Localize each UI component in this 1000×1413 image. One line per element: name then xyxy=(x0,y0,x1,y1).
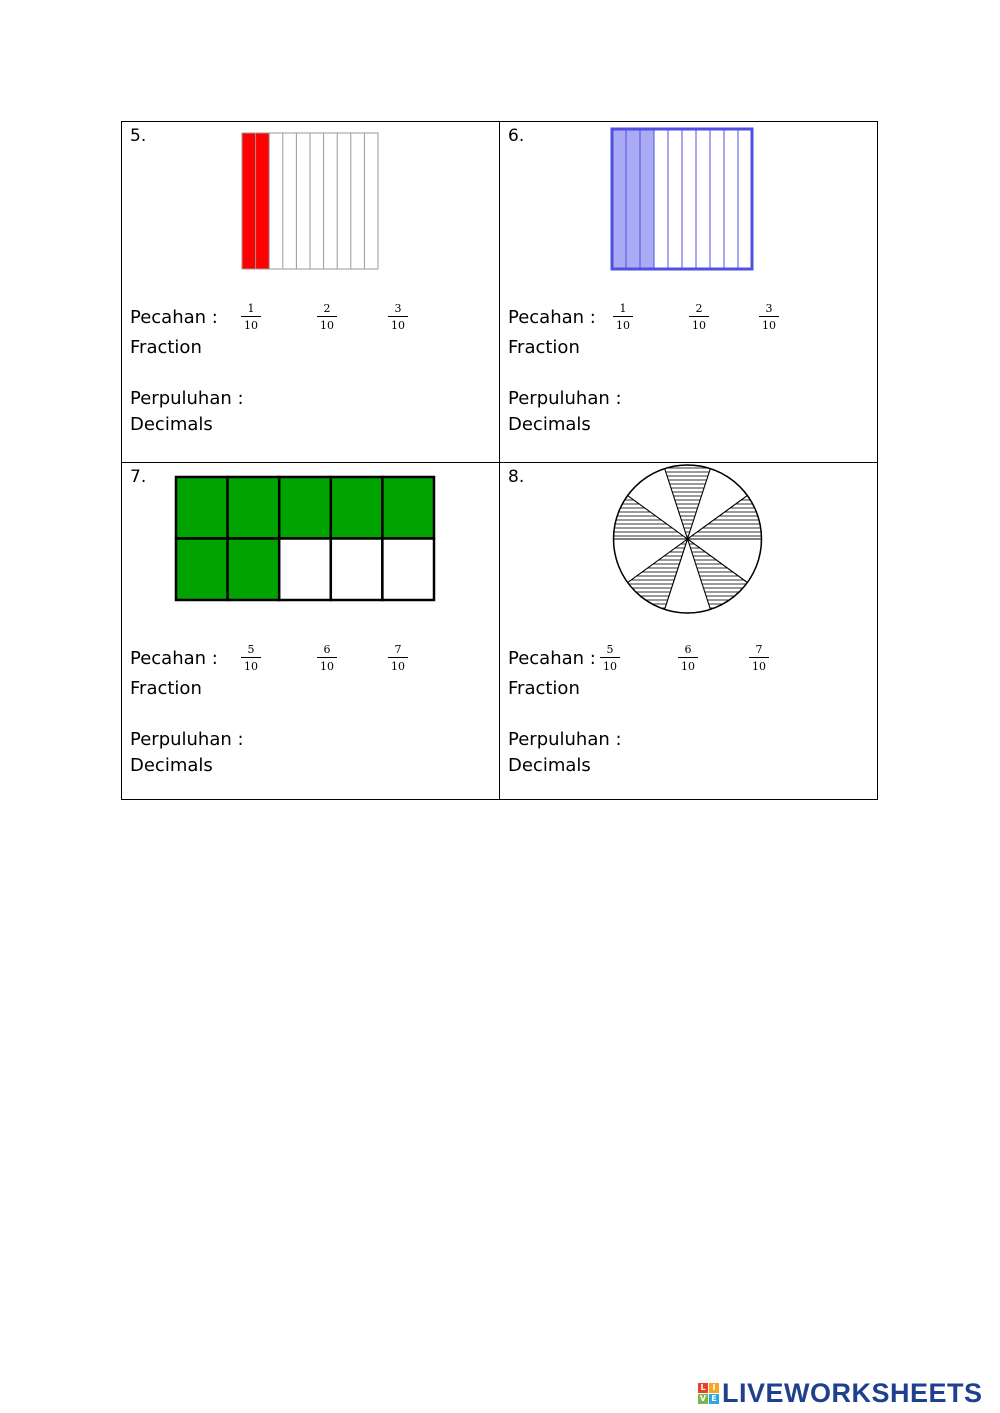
grid-cell xyxy=(279,477,331,539)
fraction-option-c[interactable]: $\frac{3}{10}$ xyxy=(759,302,779,332)
fraction-option-c[interactable]: $\frac{3}{10}$ xyxy=(388,302,408,332)
decimal-label-en: Decimals xyxy=(130,755,213,776)
grid-figure xyxy=(174,475,438,603)
fraction-option-a[interactable]: $\frac{5}{10}$ xyxy=(241,643,261,673)
fraction-option-a[interactable]: $\frac{1}{10}$ xyxy=(241,302,261,332)
grid-cell xyxy=(176,539,228,601)
card-8 xyxy=(500,463,878,803)
decimal-label-en: Decimals xyxy=(508,414,591,435)
logo-letter: L xyxy=(698,1383,708,1393)
brand-name: LIVEWORKSHEETS xyxy=(722,1378,983,1408)
fraction-label-en: Fraction xyxy=(508,337,580,358)
fraction-label: Pecahan : xyxy=(508,648,596,669)
fraction-option-b[interactable]: $\frac{2}{10}$ xyxy=(317,302,337,332)
brand-watermark xyxy=(698,1378,983,1409)
question-number: 8. xyxy=(508,467,525,487)
grid-cell xyxy=(176,477,228,539)
logo-letter: E xyxy=(709,1394,719,1404)
grid-cell xyxy=(331,477,383,539)
fraction-label-en: Fraction xyxy=(508,678,580,699)
fraction-label-en: Fraction xyxy=(130,678,202,699)
decimal-label: Perpuluhan : xyxy=(508,729,622,750)
decimal-label: Perpuluhan : xyxy=(508,388,622,409)
logo-letter: I xyxy=(709,1383,719,1393)
card-5 xyxy=(122,122,500,462)
brand-logo-icon xyxy=(698,1383,719,1404)
decimal-label: Perpuluhan : xyxy=(130,729,244,750)
strip-shaded xyxy=(612,129,654,269)
question-number: 5. xyxy=(130,126,147,146)
fraction-option-a[interactable]: $\frac{5}{10}$ xyxy=(600,643,620,673)
strip-figure xyxy=(610,127,755,272)
question-number: 6. xyxy=(508,126,525,146)
circle-figure xyxy=(610,463,765,618)
card-6 xyxy=(500,122,878,462)
grid-cell xyxy=(279,539,331,601)
grid-cell xyxy=(228,477,280,539)
fraction-label: Pecahan : xyxy=(130,307,218,328)
decimal-label-en: Decimals xyxy=(130,414,213,435)
card-7 xyxy=(122,463,500,803)
fraction-option-b[interactable]: $\frac{2}{10}$ xyxy=(689,302,709,332)
fraction-label: Pecahan : xyxy=(508,307,596,328)
fraction-option-c[interactable]: $\frac{7}{10}$ xyxy=(388,643,408,673)
logo-letter: V xyxy=(699,1394,707,1403)
grid-cell xyxy=(331,539,383,601)
fraction-option-c[interactable]: $\frac{7}{10}$ xyxy=(749,643,769,673)
decimal-label: Perpuluhan : xyxy=(130,388,244,409)
fraction-option-b[interactable]: $\frac{6}{10}$ xyxy=(678,643,698,673)
strip-figure xyxy=(241,132,381,272)
decimal-label-en: Decimals xyxy=(508,755,591,776)
grid-cell xyxy=(228,539,280,601)
fraction-option-a[interactable]: $\frac{1}{10}$ xyxy=(613,302,633,332)
question-number: 7. xyxy=(130,467,147,487)
fraction-option-b[interactable]: $\frac{6}{10}$ xyxy=(317,643,337,673)
grid-cell xyxy=(382,539,434,601)
worksheet-grid xyxy=(121,121,878,800)
grid-cell xyxy=(382,477,434,539)
fraction-label: Pecahan : xyxy=(130,648,218,669)
fraction-label-en: Fraction xyxy=(130,337,202,358)
